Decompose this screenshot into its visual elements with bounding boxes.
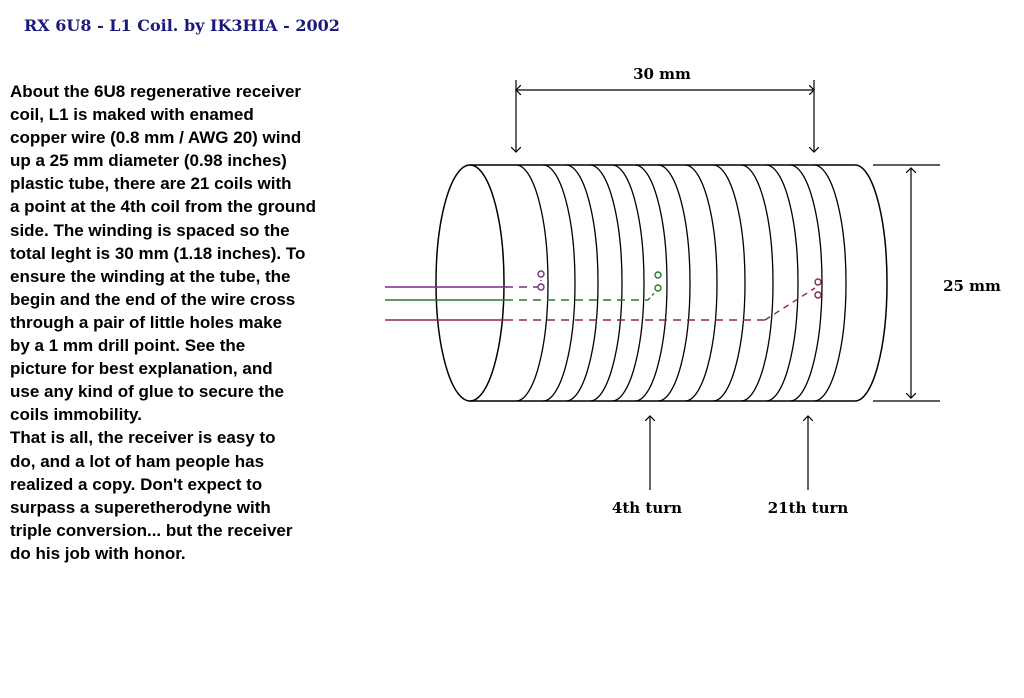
coil-turn <box>741 165 773 401</box>
description-line: triple conversion... but the receiver <box>10 520 293 540</box>
description-line: surpass a superetherodyne with <box>10 497 271 517</box>
tube-front-end <box>436 165 504 401</box>
description-line: ensure the winding at the tube, the <box>10 266 291 286</box>
coil-turn <box>566 165 598 401</box>
description-line: coils immobility. <box>10 405 142 425</box>
description-line: side. The winding is spaced so the <box>10 220 290 240</box>
description-line: realized a copy. Don't expect to <box>10 474 263 494</box>
description-line: up a 25 mm diameter (0.98 inches) <box>10 151 287 171</box>
tap-label: 4th turn <box>611 499 683 517</box>
description-line: total leght is 30 mm (1.18 inches). To <box>10 243 306 263</box>
description-line: by a 1 mm drill point. See the <box>10 336 246 356</box>
tube-back-end <box>855 165 887 401</box>
coil-turns <box>516 165 846 401</box>
description-line: do, and a lot of ham people has <box>10 451 265 471</box>
coil-turn <box>516 165 548 401</box>
wire-start <box>385 271 544 290</box>
wire-tap <box>385 272 661 300</box>
end-label: 21th turn <box>767 499 849 517</box>
coil-turn <box>612 165 644 401</box>
length-dimension <box>516 80 814 152</box>
description-line: About the 6U8 regenerative receiver <box>10 82 302 101</box>
description-line: copper wire (0.8 mm / AWG 20) wind <box>10 128 302 148</box>
wire-leads <box>385 271 821 320</box>
description-line: plastic tube, there are 21 coils with <box>10 174 292 194</box>
page-title: RX 6U8 - L1 Coil. by IK3HIA - 2002 <box>24 16 340 35</box>
description-line: use any kind of glue to secure the <box>10 382 284 402</box>
description-line: do his job with honor. <box>10 543 186 563</box>
coil-turn <box>590 165 622 401</box>
diameter-dimension <box>873 165 940 401</box>
coil-turn <box>766 165 798 401</box>
description-line: coil, L1 is maked with enamed <box>10 105 254 125</box>
description-line: through a pair of little holes make <box>10 312 283 332</box>
diameter-label: 25 mm <box>943 277 1001 295</box>
length-label: 30 mm <box>633 65 691 83</box>
description-line: That is all, the receiver is easy to <box>10 428 276 448</box>
description-line: begin and the end of the wire cross <box>10 289 296 309</box>
coil-turn <box>635 165 667 401</box>
description-line: a point at the 4th coil from the ground <box>10 197 316 217</box>
coil-turn <box>658 165 690 401</box>
turn-pointers <box>650 416 808 490</box>
coil-turn <box>713 165 745 401</box>
description-line: picture for best explanation, and <box>10 359 273 379</box>
